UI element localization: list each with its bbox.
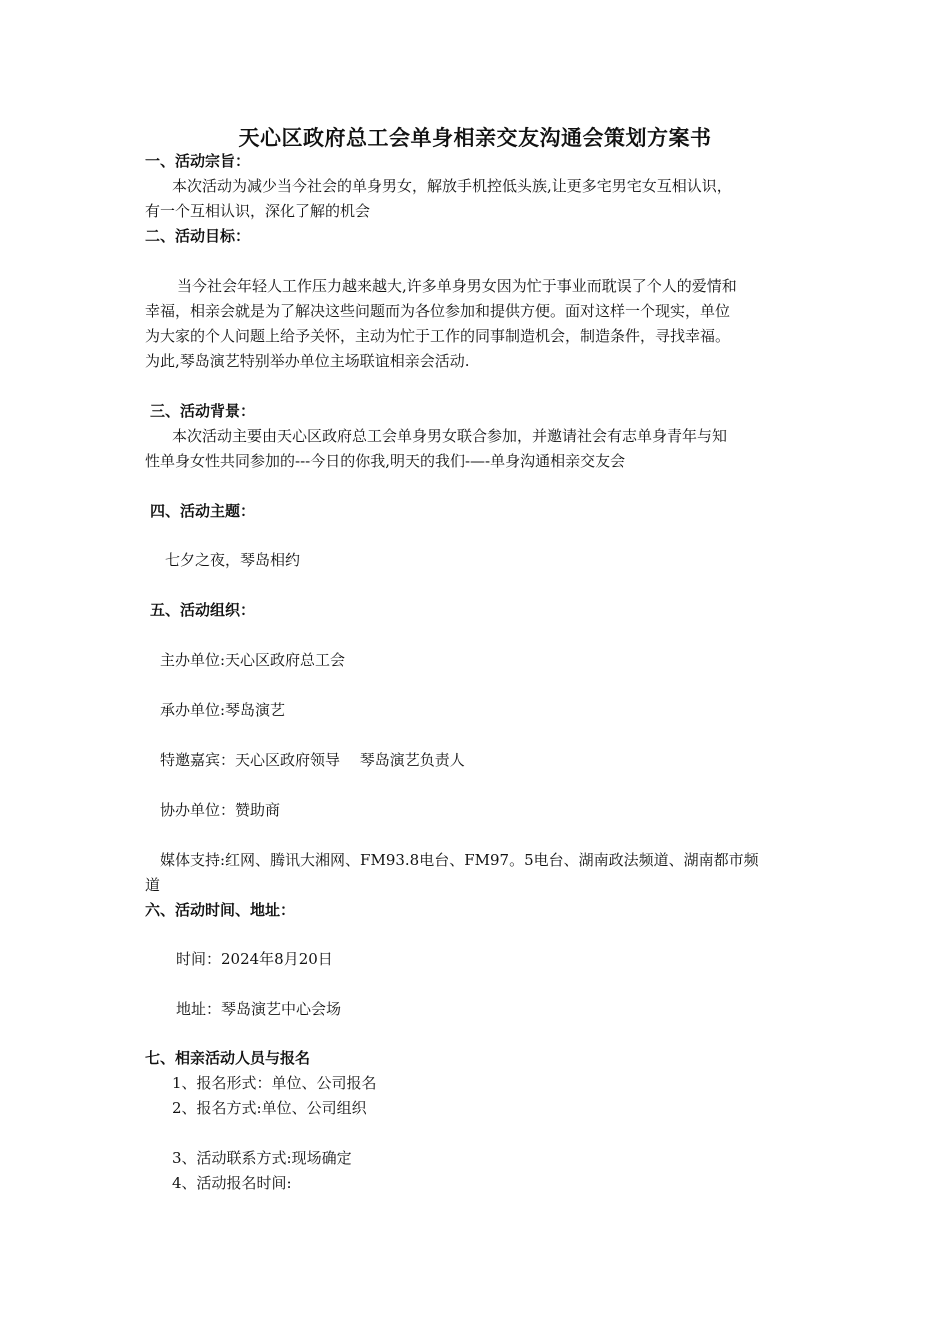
media-support-line: 道 — [145, 876, 161, 894]
section-7-heading: 七、相亲活动人员与报名 — [145, 1049, 311, 1067]
section-1-paragraph-line: 本次活动为减少当今社会的单身男女，解放手机控低头族,让更多宅男宅女互相认识， — [172, 177, 732, 195]
registration-item: 4、活动报名时间: — [172, 1174, 292, 1192]
section-2-paragraph-line: 为大家的个人问题上给予关怀，主动为忙于工作的同事制造机会，制造条件，寻找幸福。 — [145, 327, 731, 345]
section-1-paragraph-line: 有一个互相认识，深化了解的机会 — [145, 202, 371, 220]
section-3-heading: 三、活动背景： — [150, 402, 256, 420]
section-4-heading: 四、活动主题： — [150, 502, 256, 520]
event-time: 时间：2024年8月20日 — [176, 950, 333, 968]
section-6-heading: 六、活动时间、地址： — [145, 901, 296, 919]
section-2-paragraph-line: 幸福，相亲会就是为了解决这些问题而为各位参加和提供方便。面对这样一个现实，单位 — [145, 302, 731, 320]
registration-item: 1、报名形式：单位、公司报名 — [172, 1074, 377, 1092]
media-support-line: 媒体支持:红网、腾讯大湘网、FM93.8电台、FM97。5电台、湖南政法频道、湖南都市频 — [160, 851, 759, 869]
document-title: 天心区政府总工会单身相亲交友沟通会策划方案书 — [238, 125, 712, 150]
event-address: 地址：琴岛演艺中心会场 — [176, 1000, 342, 1018]
activity-theme: 七夕之夜，琴岛相约 — [165, 551, 301, 569]
section-3-paragraph-line: 本次活动主要由天心区政府总工会单身男女联合参加，并邀请社会有志单身青年与知 — [172, 427, 728, 445]
co-organizer-unit: 协办单位：赞助商 — [160, 801, 281, 819]
section-1-heading: 一、活动宗旨： — [145, 152, 251, 170]
registration-item: 3、活动联系方式:现场确定 — [172, 1149, 352, 1167]
special-guests: 特邀嘉宾：天心区政府领导 琴岛演艺负责人 — [160, 751, 465, 769]
section-2-paragraph-line: 为此,琴岛演艺特别举办单位主场联谊相亲会活动. — [145, 352, 470, 370]
registration-item: 2、报名方式:单位、公司组织 — [172, 1099, 367, 1117]
section-3-paragraph-line: 性单身女性共同参加的---今日的你我,明天的我们-—-单身沟通相亲交友会 — [145, 452, 626, 470]
section-2-heading: 二、活动目标： — [145, 227, 251, 245]
organizer-unit: 承办单位:琴岛演艺 — [160, 701, 286, 719]
section-2-paragraph-line: 当今社会年轻人工作压力越来越大,许多单身男女因为忙于事业而耽误了个人的爱情和 — [177, 277, 737, 295]
section-5-heading: 五、活动组织： — [150, 601, 256, 619]
host-unit: 主办单位:天心区政府总工会 — [160, 651, 346, 669]
